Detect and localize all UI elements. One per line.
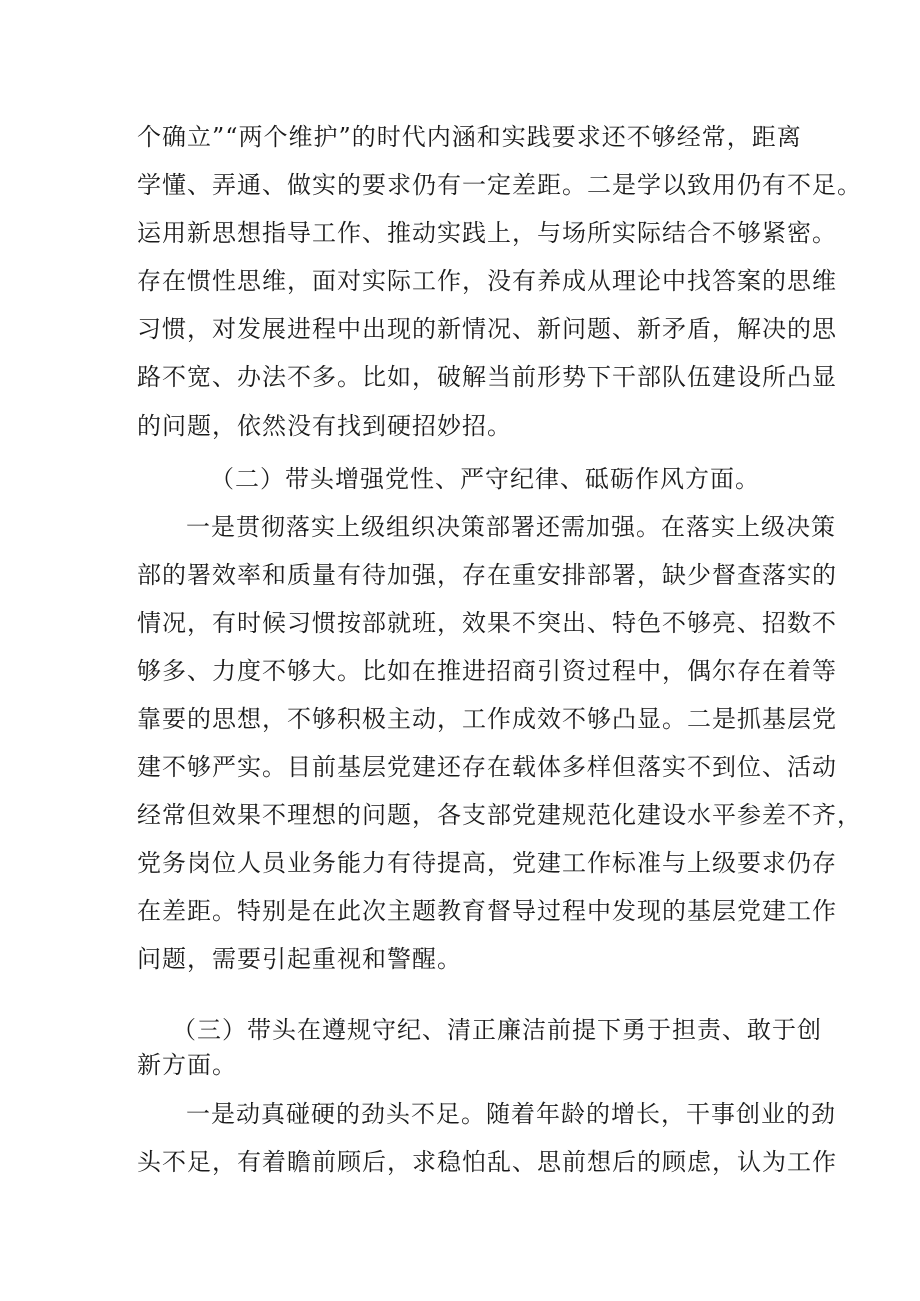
paragraph-line: 靠要的思想，不够积极主动，工作成效不够凸显。二是抓基层党 xyxy=(137,705,837,733)
section-heading: （三）带头在遵规守纪、清正廉洁前提下勇于担责、敢于创 xyxy=(172,1016,822,1044)
section-heading: （二）带头增强党性、严守纪律、砥砺作风方面。 xyxy=(210,465,760,493)
paragraph-line: 建不够严实。目前基层党建还存在载体多样但落实不到位、活动 xyxy=(137,753,837,781)
paragraph-line: 的问题，依然没有找到硬招妙招。 xyxy=(137,412,512,440)
paragraph-line: 一是贯彻落实上级组织决策部署还需加强。在落实上级决策 xyxy=(186,513,836,541)
paragraph-line: 情况，有时候习惯按部就班，效果不突出、特色不够亮、招数不 xyxy=(137,609,837,637)
paragraph-line: 经常但效果不理想的问题，各支部党建规范化建设水平参差不齐， xyxy=(137,801,862,829)
paragraph-line: 够多、力度不够大。比如在推进招商引资过程中，偶尔存在着等 xyxy=(137,657,837,685)
paragraph-line: 头不足，有着瞻前顾后，求稳怕乱、思前想后的顾虑，认为工作 xyxy=(137,1148,837,1176)
paragraph-line: 存在惯性思维，面对实际工作，没有养成从理论中找答案的思维 xyxy=(137,267,837,295)
paragraph-line: 党务岗位人员业务能力有待提高，党建工作标准与上级要求仍存 xyxy=(137,849,837,877)
paragraph-line: 一是动真碰硬的劲头不足。随着年龄的增长，干事创业的劲 xyxy=(186,1100,836,1128)
section-heading: 新方面。 xyxy=(137,1051,237,1079)
paragraph-line: 问题，需要引起重视和警醒。 xyxy=(137,945,462,973)
paragraph-line: 运用新思想指导工作、推动实践上，与场所实际结合不够紧密。 xyxy=(137,219,837,247)
paragraph-line: 个确立”“两个维护”的时代内涵和实践要求还不够经常，距离 xyxy=(137,123,802,151)
paragraph-line: 部的署效率和质量有待加强，存在重安排部署，缺少督查落实的 xyxy=(137,561,837,589)
paragraph-line: 在差距。特别是在此次主题教育督导过程中发现的基层党建工作 xyxy=(137,897,837,925)
paragraph-line: 学懂、弄通、做实的要求仍有一定差距。二是学以致用仍有不足。 xyxy=(137,171,862,199)
paragraph-line: 习惯，对发展进程中出现的新情况、新问题、新矛盾，解决的思 xyxy=(137,315,837,343)
paragraph-line: 路不宽、办法不多。比如，破解当前形势下干部队伍建设所凸显 xyxy=(137,363,837,391)
